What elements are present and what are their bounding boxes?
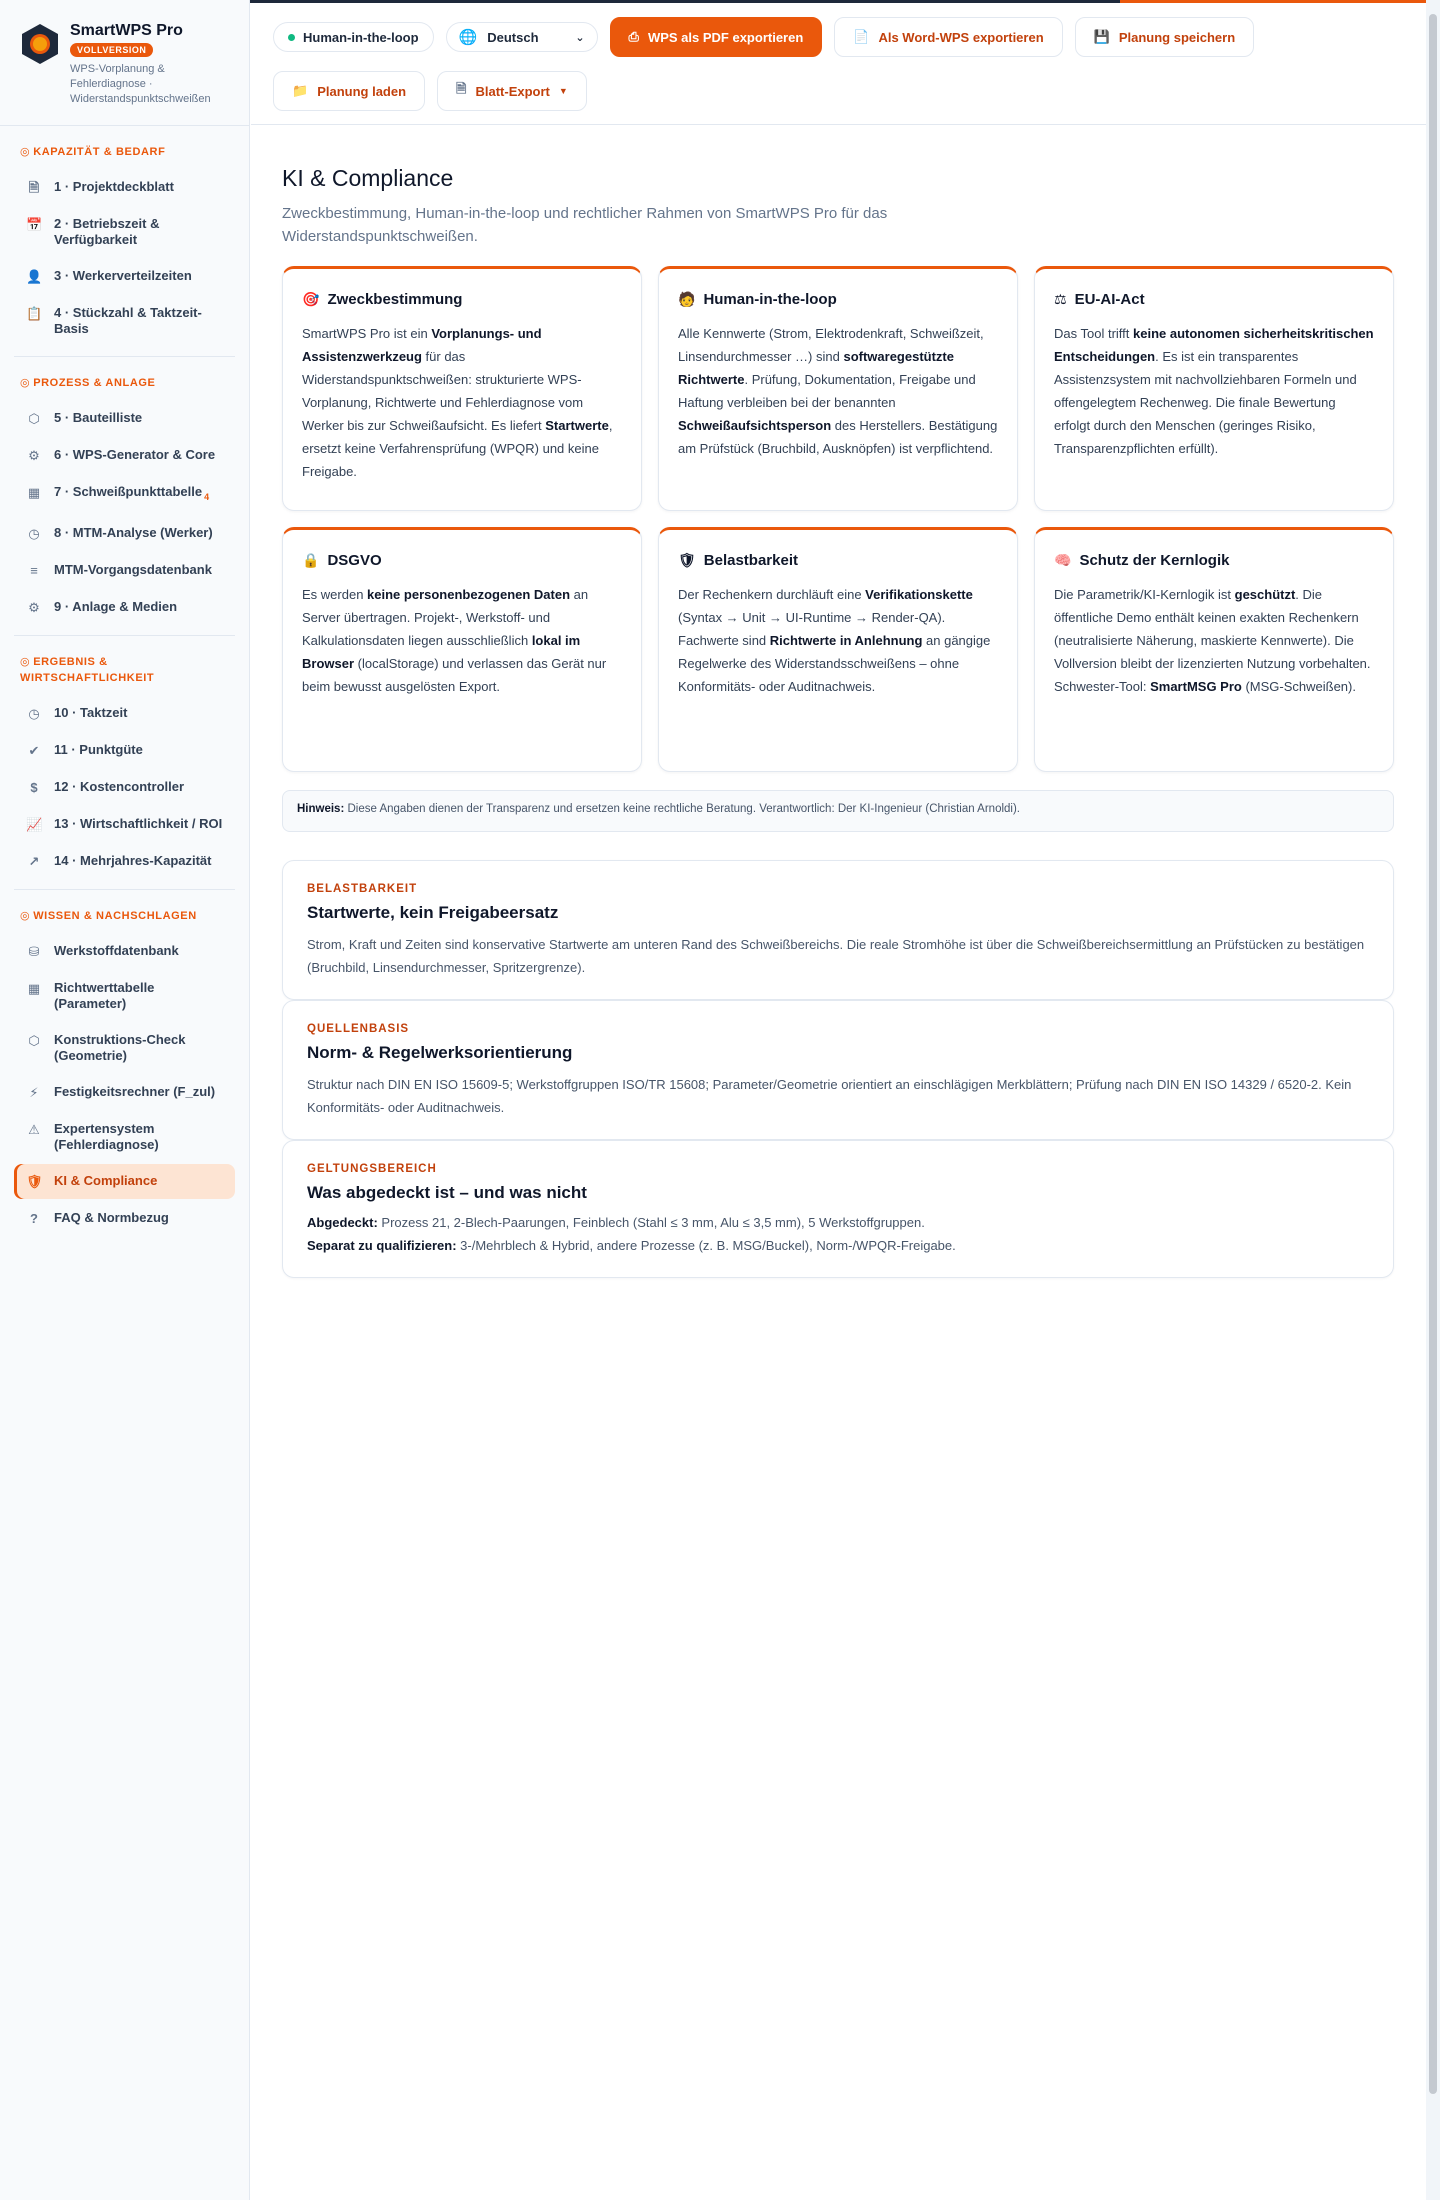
section-text: Strom, Kraft und Zeiten sind konservative Startwerte am unteren Rand des Schweißbereichs. Die reale Stromhöhe ist über die Schweißbereichsermittlung an Prüfstücken zu bestätigen (Bruchbild, Linsendurchmesser, Spritzergrenze). [307, 937, 1365, 975]
card-title-text: EU-AI-Act [1074, 291, 1145, 308]
language-select[interactable] [446, 22, 598, 52]
card-emphasis: geschützt [1234, 587, 1296, 602]
sidebar-item-text [54, 816, 222, 832]
detail-section [282, 1140, 1394, 1278]
file-icon: 📄 [853, 29, 870, 44]
info-card [658, 527, 1018, 772]
dollar-icon: $ [30, 779, 38, 795]
card-title [1054, 291, 1374, 308]
card-title [302, 552, 622, 569]
scrollbar[interactable] [1426, 0, 1440, 2200]
section-line [307, 1211, 1369, 1234]
card-emphasis: softwaregestützte Richtwerte [678, 349, 954, 387]
section-line-text: 3-/Mehrblech & Hybrid, andere Prozesse (z. B. MSG/Buckel), Norm-/WPQR-Freigabe. [456, 1238, 956, 1253]
sidebar-item-label: Richtwerttabelle (Parameter) [54, 979, 155, 1011]
toolbar [251, 3, 1431, 125]
nav-section-heading-text: ERGEBNIS & WIRTSCHAFTLICHKEIT [20, 655, 155, 684]
gear-icon: ⚙ [28, 599, 40, 615]
card-text: (MSG-Schweißen). [1241, 679, 1356, 694]
sidebar-item[interactable] [14, 1023, 235, 1073]
card-text: Das Tool trifft [1054, 326, 1133, 341]
card-body [678, 322, 998, 460]
card-text: Die Parametrik/KI-Kernlogik ist [1054, 587, 1235, 602]
clock-icon: ◷ [28, 525, 40, 541]
cube-icon: ⬡ [28, 411, 40, 426]
sidebar-item-label: Konstruktions-Check (Geometrie) [54, 1031, 186, 1063]
sidebar-item[interactable] [14, 1164, 235, 1199]
sidebar-item-label: 3 · Werkerverteilzeiten [54, 268, 192, 283]
card-text: an gängige Regelwerke des Widerstandsschweißens – ohne Konformitäts- oder Auditnachweis. [678, 633, 991, 694]
sidebar-item[interactable] [14, 1201, 235, 1236]
logo-icon [22, 24, 58, 64]
card-emphasis: Schweißaufsichtsperson [678, 418, 832, 433]
card-title-text: Schutz der Kernlogik [1079, 552, 1230, 569]
sidebar-item-text [54, 525, 213, 541]
nav-section-heading-text: WISSEN & NACHSCHLAGEN [33, 909, 197, 922]
sidebar-item[interactable] [14, 401, 235, 436]
info-card [282, 527, 642, 772]
sidebar-item[interactable] [14, 259, 235, 294]
sidebar-item[interactable] [14, 553, 235, 588]
sidebar-item-text [54, 1084, 215, 1100]
sidebar-item[interactable] [14, 296, 235, 346]
sidebar-item-label: 1 · Projektdeckblatt [54, 179, 174, 194]
card-title-text: Human-in-the-loop [703, 291, 837, 308]
folder-icon: 📁 [292, 83, 309, 98]
sidebar-item-label: Werkstoffdatenbank [54, 942, 179, 958]
sidebar-item[interactable] [14, 971, 235, 1021]
sidebar-item-label: 10 · Taktzeit [54, 704, 128, 720]
calendar-icon: 📅 [26, 217, 43, 232]
database-icon: ⛁ [28, 943, 40, 959]
card-emphasis: Verifikationskette [865, 587, 973, 602]
sheet-export-label: Blatt-Export [475, 83, 550, 99]
nav-section-heading [14, 636, 235, 694]
info-cards [282, 266, 1394, 772]
sidebar-item-label: 14 · Mehrjahres-Kapazität [54, 852, 212, 868]
shield-icon: 🛡 [678, 552, 696, 568]
section-title: Was abgedeckt ist – und was nicht [307, 1183, 587, 1202]
sidebar-item-text [54, 562, 212, 578]
sidebar-item[interactable] [14, 590, 235, 625]
main-content [282, 125, 1394, 1278]
section-dot-icon: ◎ [20, 377, 31, 389]
sidebar-item-text [54, 742, 143, 758]
sheet-export-dropdown[interactable] [437, 71, 587, 111]
language-select-value: Deutsch [487, 29, 539, 45]
section-text: Struktur nach DIN EN ISO 15609-5; Werkstoffgruppen ISO/TR 15608; Parameter/Geometrie orientiert an einschlägigen Merkblättern; Prüfung nach DIN EN ISO 14329 / 6520-2. Kein Konformitäts- oder Auditnachweis. [307, 1077, 1352, 1115]
card-title-text: DSGVO [327, 552, 382, 569]
mode-pill-label: Human-in-the-loop [303, 29, 419, 45]
scrollbar-thumb[interactable] [1429, 14, 1437, 2094]
sheet-icon: 🗎 [456, 81, 467, 96]
card-title [678, 552, 998, 569]
sidebar-item-text [54, 779, 184, 795]
sidebar-item[interactable] [14, 475, 235, 514]
sidebar-item[interactable] [14, 516, 235, 551]
sidebar-item-label: 5 · Bauteilliste [54, 410, 143, 425]
section-line-text: Prozess 21, 2-Blech-Paarungen, Feinblech (Stahl ≤ 3 mm, Alu ≤ 3,5 mm), 5 Werkstoffgruppen. [377, 1215, 925, 1230]
sidebar-nav [0, 126, 249, 1246]
sidebar-item-label: 12 · Kostencontroller [54, 778, 185, 794]
export-pdf-label: WPS als PDF exportieren [647, 29, 804, 45]
shield-icon: 🛡 [26, 1173, 43, 1189]
mode-pill[interactable] [273, 22, 434, 52]
card-text: . Prüfung, Dokumentation, Freigabe und Haftung verbleiben bei der benannten [678, 372, 976, 410]
sidebar-item[interactable] [14, 207, 235, 257]
sidebar-item-label: 13 · Wirtschaftlichkeit / ROI [54, 815, 223, 831]
info-card [1034, 266, 1394, 511]
sidebar-item-text [54, 599, 177, 615]
sidebar-item-label: 7 · Schweißpunkttabelle [54, 484, 203, 499]
card-emphasis: SmartMSG Pro [1150, 679, 1242, 694]
sidebar-item-text [54, 447, 215, 463]
card-text: . Es ist ein transparentes Assistenzsystem mit nachvollziehbaren Formeln und offengelegtem Rechenweg. Die finale Bewertung erfolgt durch den Menschen (geringes Risiko, Transparenzpflichten erfüllt). [1054, 349, 1357, 456]
card-body [678, 583, 998, 698]
target-icon: 🎯 [302, 291, 320, 307]
caret-down-icon: ▼ [558, 86, 568, 96]
sidebar-item-label: 2 · Betriebszeit & Verfügbarkeit [54, 216, 160, 247]
section-line-label: Abgedeckt: [307, 1215, 378, 1230]
hint-text: Diese Angaben dienen der Transparenz und ersetzen keine rechtliche Beratung. Verantwortlich: Der KI-Ingenieur (Christian Arnoldi). [347, 803, 1020, 815]
card-emphasis: lokal im Browser [302, 633, 581, 671]
user-icon: 👤 [26, 269, 43, 284]
sidebar-item-text [54, 216, 223, 248]
nav-section-heading [14, 126, 235, 168]
section-title: Startwerte, kein Freigabeersatz [307, 903, 559, 922]
cube-icon: ⬡ [28, 1032, 40, 1048]
chip-icon: ⚙ [28, 448, 40, 463]
sidebar-item-text [54, 179, 174, 195]
section-line-label: Separat zu qualifizieren: [307, 1238, 457, 1253]
nav-section [14, 126, 235, 357]
clipboard-icon: 📋 [26, 306, 43, 321]
nav-section [14, 357, 235, 636]
section-line [307, 1234, 1369, 1257]
section-label: QUELLENBASIS [307, 1023, 410, 1035]
sidebar-item-text [54, 268, 192, 284]
section-dot-icon: ◎ [20, 655, 31, 668]
sidebar-item-text [54, 943, 179, 959]
detail-sections [282, 860, 1394, 1278]
table-icon: ▦ [27, 485, 41, 500]
card-title-text: Zweckbestimmung [327, 291, 463, 308]
info-card [282, 266, 642, 511]
bolt-icon: ⚡ [29, 1084, 39, 1100]
nav-section [14, 890, 235, 1246]
card-text: Es werden [302, 587, 368, 602]
page-title: KI & Compliance [282, 165, 454, 191]
load-plan-button[interactable] [273, 71, 425, 111]
scale-icon: ⚖ [1054, 291, 1067, 307]
sidebar-item[interactable] [14, 844, 235, 879]
detail-section [282, 860, 1394, 1000]
sidebar-item-text [54, 980, 223, 1012]
document-icon: 🗎 [28, 180, 40, 195]
trend-icon: ↗ [28, 853, 40, 869]
table-icon: ▦ [27, 980, 41, 996]
status-dot-icon [288, 34, 295, 41]
card-text: (localStorage) und verlassen das Gerät nur beim bewusst ausgelösten Export. [302, 656, 607, 694]
nav-section-heading [14, 357, 235, 399]
sidebar-item-badge: 4 [204, 491, 210, 502]
sidebar-item[interactable] [14, 438, 235, 473]
card-body [302, 322, 622, 483]
sidebar-item-text [54, 305, 223, 337]
sidebar-item-label: MTM-Vorgangsdatenbank [54, 561, 212, 577]
export-word-button[interactable] [834, 17, 1062, 57]
sidebar-item[interactable] [14, 170, 235, 205]
nav-section-heading-text: PROZESS & ANLAGE [33, 377, 156, 389]
brain-icon: 🧠 [1054, 552, 1072, 568]
sidebar-item[interactable] [14, 1112, 235, 1162]
info-card [1034, 527, 1394, 772]
card-text: , ersetzt keine Verfahrensprüfung (WPQR) und keine Freigabe. [302, 418, 613, 479]
warning-icon: ⚠ [28, 1121, 40, 1137]
card-text: an Server übertragen. Projekt-, Werkstoff- und Kalkulationsdaten liegen ausschließlich [302, 587, 589, 648]
sidebar-item[interactable] [14, 807, 235, 842]
card-text: für das Widerstandspunktschweißen: strukturierte WPS-Vorplanung, Richtwerte und Fehlerdiagnose vom Werker bis zur Schweißaufsicht. Es liefert [302, 349, 584, 433]
section-dot-icon: ◎ [20, 909, 31, 922]
card-text: des Herstellers. Bestätigung am Prüfstück (Bruchbild, Ausknöpfen) ist verpflichtend. [678, 418, 998, 456]
detail-section [282, 1000, 1394, 1140]
card-emphasis: Vorplanungs- und Assistenzwerkzeug [302, 326, 542, 364]
card-emphasis: keine autonomen sicherheitskritischen Entscheidungen [1054, 326, 1374, 364]
export-word-label: Als Word-WPS exportieren [878, 29, 1044, 45]
info-card [658, 266, 1018, 511]
sidebar-item-text [54, 1173, 157, 1189]
help-icon: ? [30, 1210, 38, 1226]
section-label: BELASTBARKEIT [307, 883, 418, 895]
save-plan-label: Planung speichern [1118, 29, 1236, 45]
sidebar-item-text [54, 853, 212, 869]
card-emphasis: Richtwerte in Anlehnung [769, 633, 923, 648]
sidebar-item-text [54, 1032, 223, 1064]
sidebar-item-label: 8 · MTM-Analyse (Werker) [54, 524, 213, 540]
sidebar-item-label: 4 · Stückzahl & Taktzeit-Basis [54, 305, 202, 336]
brand-name: SmartWPS Pro [70, 22, 183, 39]
sidebar-item-text [54, 1121, 223, 1153]
nav-section [14, 636, 235, 890]
card-title-text: Belastbarkeit [703, 552, 798, 569]
card-text: . Die öffentliche Demo enthält keinen exakten Rechenkern (neutralisierte Näherung, maskierte Kennwerte). Die Vollversion bleibt der lizenzierten Nutzung vorbehalten. Schwester-Tool: [1054, 587, 1371, 694]
chevron-down-icon: ⌄ [575, 31, 585, 44]
person-icon: 🧑 [678, 291, 696, 307]
save-plan-button[interactable] [1075, 17, 1255, 57]
card-body [1054, 583, 1374, 698]
section-title: Norm- & Regelwerksorientierung [307, 1043, 573, 1062]
sidebar-item-label: 9 · Anlage & Medien [54, 598, 178, 614]
sidebar-item-text [54, 705, 127, 721]
list-icon: ≡ [30, 562, 38, 578]
sidebar-item-label: KI & Compliance [54, 1172, 158, 1188]
clock-icon: ◷ [28, 705, 40, 721]
card-body [1054, 322, 1374, 460]
card-body [302, 583, 622, 698]
chart-icon: 📈 [26, 816, 43, 832]
sidebar-item[interactable] [14, 1075, 235, 1110]
card-text: (Syntax → Unit → UI-Runtime → Render-QA). Fachwerte sind [678, 610, 946, 648]
brand [0, 0, 249, 126]
section-label: GELTUNGSBEREICH [307, 1163, 437, 1175]
load-plan-label: Planung laden [317, 83, 407, 99]
card-title [678, 291, 998, 308]
version-badge: VOLLVERSION [70, 43, 153, 57]
lock-icon: 🔒 [302, 552, 320, 568]
sidebar-item-label: 11 · Punktgüte [54, 741, 143, 757]
check-circle-icon: ✔ [28, 742, 40, 758]
sidebar-item[interactable] [14, 770, 235, 805]
sidebar-item[interactable] [14, 934, 235, 969]
card-title [302, 291, 622, 308]
sidebar-item-text [54, 410, 142, 426]
nav-section-heading [14, 890, 235, 932]
printer-icon: ⎙ [628, 29, 639, 44]
card-emphasis: Startwerte [545, 418, 609, 433]
card-text: Alle Kennwerte (Strom, Elektrodenkraft, Schweißzeit, Linsendurchmesser …) sind [678, 326, 984, 364]
section-dot-icon: ◎ [20, 146, 31, 158]
globe-icon: 🌐 [458, 29, 478, 46]
sidebar-item-label: FAQ & Normbezug [54, 1209, 169, 1225]
sidebar-item-text [54, 484, 209, 505]
hint-label: Hinweis: [297, 803, 345, 815]
sidebar-item-label: Expertensystem (Fehlerdiagnose) [54, 1120, 159, 1152]
sidebar-item-text [54, 1210, 169, 1226]
card-text: SmartWPS Pro ist ein [302, 326, 432, 341]
page-subtitle: Zweckbestimmung, Human-in-the-loop und rechtlicher Rahmen von SmartWPS Pro für das Widerstandspunktschweißen. [282, 205, 888, 245]
sidebar-item[interactable] [14, 696, 235, 731]
export-pdf-button[interactable] [610, 17, 823, 57]
sidebar-item[interactable] [14, 733, 235, 768]
section-lines [307, 1211, 1369, 1257]
card-text: Der Rechenkern durchläuft eine [678, 587, 866, 602]
nav-section-heading-text: KAPAZITÄT & BEDARF [33, 146, 166, 158]
card-title [1054, 552, 1374, 569]
floppy-disk-icon: 💾 [1093, 29, 1110, 44]
sidebar [0, 0, 250, 2200]
card-emphasis: keine personenbezogenen Daten [367, 587, 571, 602]
sidebar-item-label: 6 · WPS-Generator & Core [54, 447, 216, 462]
brand-subtitle: WPS-Vorplanung & Fehlerdiagnose · Widerstandspunktschweißen [70, 63, 211, 105]
hint-box [282, 790, 1394, 832]
sidebar-item-label: Festigkeitsrechner (F_zul) [54, 1083, 216, 1099]
